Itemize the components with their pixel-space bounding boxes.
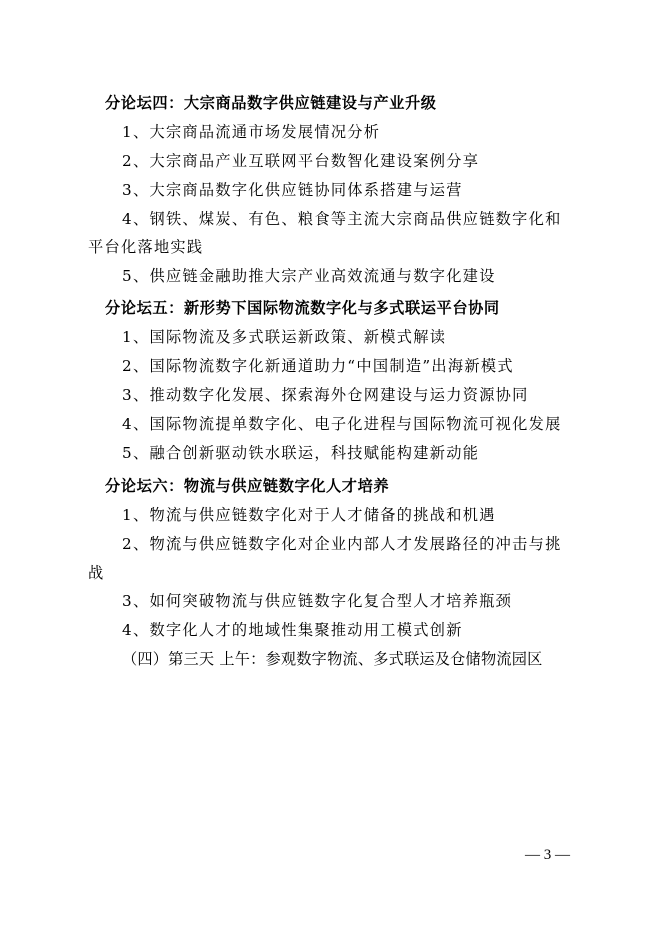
- section-heading-forum-6: 分论坛六：物流与供应链数字化人才培养: [105, 477, 390, 495]
- list-item: 4、国际物流提单数字化、电子化进程与国际物流可视化发展: [122, 415, 562, 433]
- section-heading-forum-5: 分论坛五：新形势下国际物流数字化与多式联运平台协同: [105, 299, 500, 317]
- list-item: 2、国际物流数字化新通道助力“中国制造”出海新模式: [122, 357, 514, 375]
- list-item: 1、物流与供应链数字化对于人才储备的挑战和机遇: [122, 506, 496, 524]
- list-item: 2、物流与供应链数字化对企业内部人才发展路径的冲击与挑: [122, 535, 562, 553]
- list-item: 5、供应链金融助推大宗产业高效流通与数字化建设: [122, 267, 496, 285]
- list-item: 1、国际物流及多式联运新政策、新模式解读: [122, 328, 447, 346]
- list-item-continuation: 平台化落地实践: [88, 238, 204, 256]
- list-item: 2、大宗商品产业互联网平台数智化建设案例分享: [122, 152, 480, 170]
- list-item: 4、钢铁、煤炭、有色、粮食等主流大宗商品供应链数字化和: [122, 210, 562, 228]
- list-item: 3、推动数字化发展、探索海外仓网建设与运力资源协同: [122, 386, 529, 404]
- list-item: 3、大宗商品数字化供应链协同体系搭建与运营: [122, 181, 463, 199]
- page-number: — 3 —: [525, 847, 570, 863]
- list-item: 1、大宗商品流通市场发展情况分析: [122, 123, 381, 141]
- list-item: 3、如何突破物流与供应链数字化复合型人才培养瓶颈: [122, 592, 513, 610]
- schedule-line: （四）第三天 上午：参观数字物流、多式联运及仓储物流园区: [122, 650, 543, 668]
- list-item-continuation: 战: [88, 564, 105, 582]
- section-heading-forum-4: 分论坛四：大宗商品数字供应链建设与产业升级: [105, 94, 437, 112]
- list-item: 4、数字化人才的地域性集聚推动用工模式创新: [122, 621, 463, 639]
- list-item: 5、融合创新驱动铁水联运，科技赋能构建新动能: [122, 444, 480, 462]
